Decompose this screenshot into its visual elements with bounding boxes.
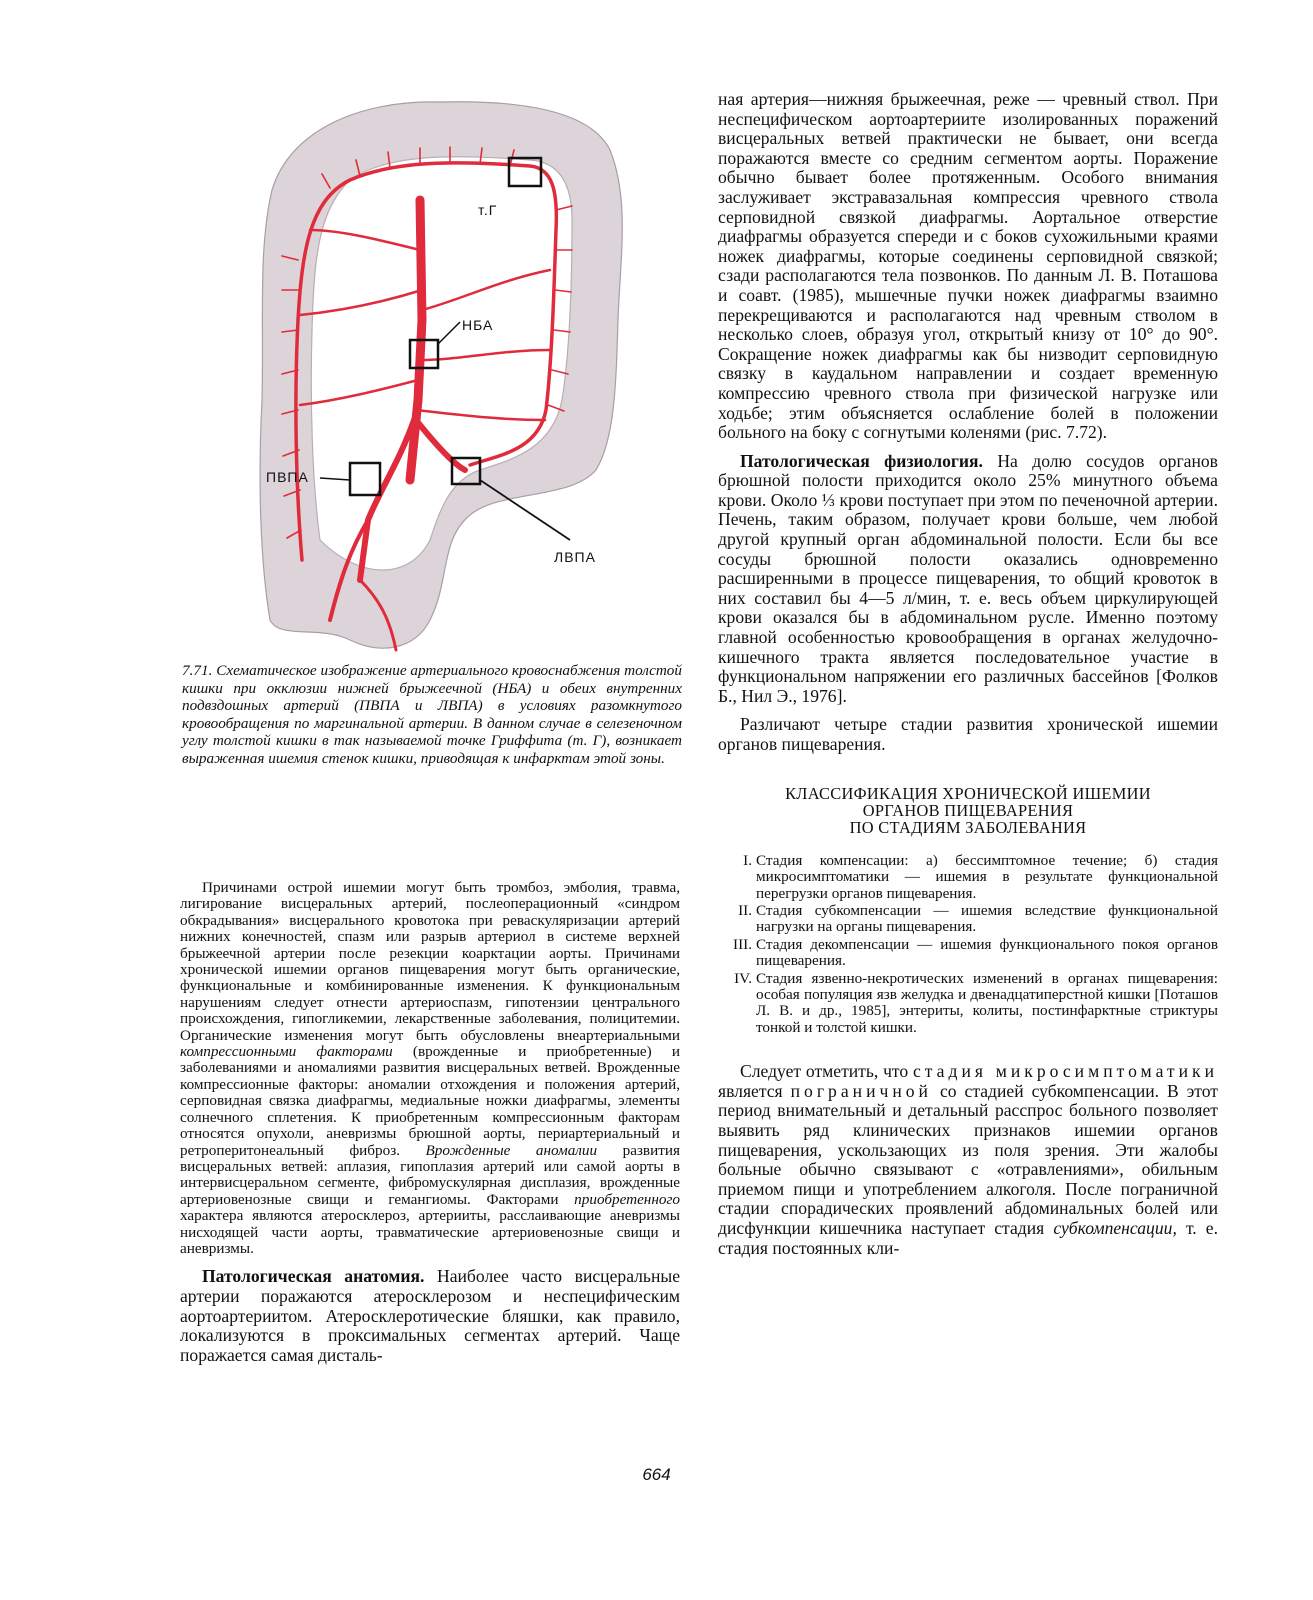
label-tg: т.Г — [478, 202, 498, 218]
label-pvpa: ПВПА — [266, 469, 309, 485]
paragraph-microsymptoms: Следует отметить, что стадия микросимптоматики является пограничной со стадией субкомпенсации. В этот период внимательный и детальный расспрос больного позволяет выявить ряд клинических признаков ишемии органов пищеварения, ускользающих из поля зрения. Эти жалобы больные обычно связывают с «отравлениями», обильным приемом пищи и употреблением алкоголя. После пограничной стадии спорадических проявлений абдоминальных болей или дисфункции кишечника наступает стадия субкомпенсации, т. е. стадия постоянных кли- — [718, 1061, 1218, 1258]
list-item: III. Стадия декомпенсации — ишемия функционального покоя органов пищеварения. — [733, 935, 1218, 970]
figure-colon-blood-supply — [200, 60, 670, 660]
label-nba: НБА — [462, 317, 494, 333]
paragraph-stages-intro: Различают четыре стадии развития хронической ишемии органов пищеварения. — [718, 714, 1218, 754]
page-number: 664 — [642, 1465, 671, 1484]
section-heading: Патологическая анатомия. — [202, 1266, 425, 1287]
figure-caption: 7.71. Схематическое изображение артериального кровоснабжения толстой кишки при окклюзии нижней брыжеечной (НБА) и обеих внутренних подвздошных артерий (ПВПА и ЛВПА) в условиях разомкнутого кровообращения по маргинальной артерии. В данном случае в селезеночном углу толстой кишки в так называемой точке Гриффита (т. Г), возникает выраженная ишемия стенок кишки, приводящая к инфарктам этой зоны. — [182, 662, 682, 767]
right-column — [718, 90, 1218, 1267]
left-column — [180, 880, 680, 1365]
stages-list — [718, 853, 1218, 1036]
paragraph-pathological-physiology: Патологическая физиология. На долю сосудов органов брюшной полости приходится около 25% минутного объема крови. Около ⅓ крови поступает при этом по печеночной артерии. Печень, таким образом, получает крови больше, чем любой другой крупный орган абдоминальной полости. Если бы все сосуды брюшной полости оказались одновременно расширенными в процессе пищеварения, то общий кровоток в них составил бы 4—5 л/мин, т. е. весь объем циркулирующей крови оказался бы в абдоминальном русле. Именно поэтому главной особенностью кровообращения в органах желудочно-кишечного тракта является последовательное участие в функциональном напряжении его различных бассейнов [Фолков Б., Нил Э., 1976]. — [718, 450, 1218, 706]
colon-artery-illustration — [200, 60, 670, 660]
list-item: II. Стадия субкомпенсации — ишемия вследствие функциональной нагрузки на органы пищеварения. — [738, 902, 1218, 936]
paragraph-pathological-anatomy: Патологическая анатомия. Наиболее часто висцеральные артерии поражаются атеросклерозом и неспецифическим аортоартериитом. Атеросклеротические бляшки, как правило, локализуются в проксимальных сегментах артерий. Чаще поражается самая дисталь- — [180, 1266, 681, 1365]
section-heading: Патологическая физиология. — [740, 450, 983, 471]
paragraph-causes: Причинами острой ишемии могут быть тромбоз, эмболия, травма, лигирование висцеральных артерий, послеоперационный «синдром обкрадывания» висцерального кровотока при реваскуляризации артерий нижних конечностей, спазм или разрыв артериол в системе верхней брыжеечной артерии после резекции коарктации аорты. Причинами хронической ишемии органов пищеварения могут быть органические, функциональные и комбинированные изменения. К функциональным нарушениям следует отнести артериоспазм, гипотензии центрального происхождения, гипогликемии, лекарственные заболевания, полицитемии. Органические изменения могут быть обусловлены внеартериальными компрессионными факторами (врожденные и приобретенные) и заболеваниями и аномалиями развития висцеральных ветвей. Врожденные компрессионные факторы: аномалии отхождения и положения артерий, серповидная связка диафрагмы, медиальные ножки диафрагмы, элементы солнечного сплетения. К приобретенным компрессионным факторам относятся опухоли, аневризмы брюшной аорты, периартериальный и ретроперитонеальный фиброз. Врожденные аномалии развития висцеральных ветвей: аплазия, гипоплазия артерий или самой аорты в интервисцеральном сегменте, фибромускулярная дисплазия, врожденные артериовенозные свищи и гемангиомы. Факторами приобретенного характера являются атеросклероз, артерииты, расслаивающие аневризмы нисходящей части аорты, травматические артериовенозные свищи и аневризмы. — [180, 879, 680, 1257]
list-item: IV. Стадия язвенно-некротических изменений в органах пищеварения: особая популяция язв желудка и двенадцатиперстной кишки [Поташов Л. В. и др., 1985], энтериты, колиты, постинфарктные стриктуры тонкой и толстой кишки. — [734, 969, 1218, 1036]
colon-outline — [260, 102, 622, 648]
paragraph-continued: ная артерия—нижняя брыжеечная, реже — чревный ствол. При неспецифическом аортоартериите изолированных поражений висцеральных ветвей практически не бывает, они всегда поражаются вместе со средним сегментом аорты. Поражение обычно бывает более протяженным. Особого внимания заслуживает экстравазальная компрессия чревного ствола серповидной связкой диафрагмы. Аортальное отверстие диафрагмы образуется спереди и с боков сухожильными краями ножек диафрагмы, которые соединены серповидной связкой; сзади располагаются тела позвонков. По данным Л. В. Поташова и соавт. (1985), мышечные пучки ножек диафрагмы взаимно перекрещиваются и располагаются над чревным стволом в несколько слоев, образуя угол, открытый книзу от 10° до 90°. Сокращение ножек диафрагмы как бы низводит серповидную связку в каудальном направлении и создает временную компрессию чревного ствола при физической нагрузке или ходьбе; этим объясняется ослабление болей в положении больного на боку с согнутыми коленями (рис. 7.72). — [718, 89, 1218, 443]
list-item: I. Стадия компенсации: а) бессимптомное течение; б) стадия микросимптоматики — ишемия в результате функциональной перегрузки органов пищеварения. — [743, 851, 1218, 902]
label-lvpa: ЛВПА — [554, 549, 596, 565]
classification-title: КЛАССИФИКАЦИЯ ХРОНИЧЕСКОЙ ИШЕМИИ ОРГАНОВ ПИЩЕВАРЕНИЯ ПО СТАДИЯМ ЗАБОЛЕВАНИЯ — [785, 783, 1151, 838]
